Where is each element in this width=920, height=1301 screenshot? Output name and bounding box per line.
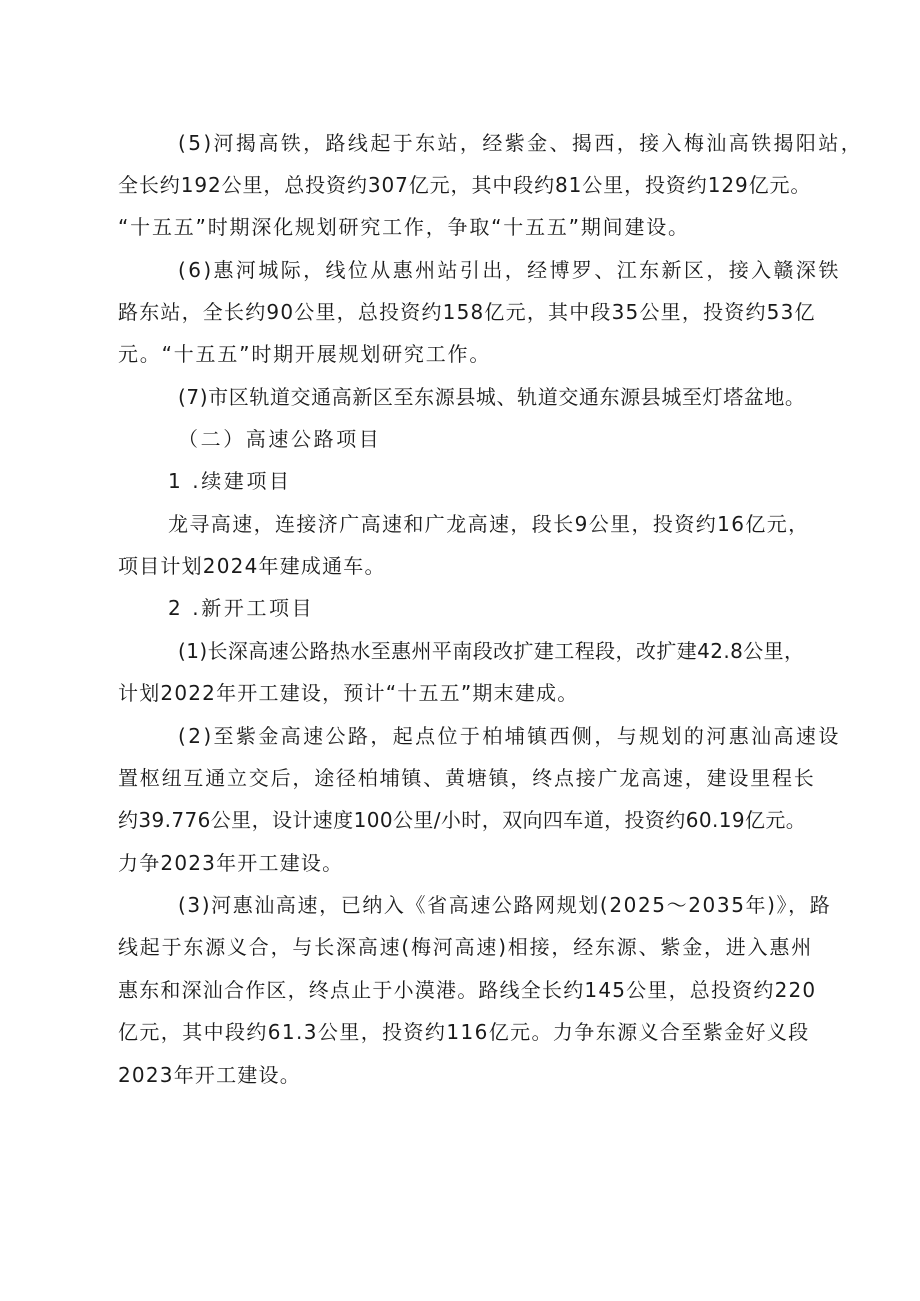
project-3-line-3: 惠东和深汕合作区，终点止于小漠港。路线全长约145公里，总投资约220 — [118, 978, 817, 1002]
paragraph-5-line-3: “十五五”时期深化规划研究工作，争取“十五五”期间建设。 — [118, 215, 690, 239]
paragraph-6-line-3: 元。“十五五”时期开展规划研究工作。 — [118, 342, 492, 366]
paragraph-7-line-1: (7)市区轨道交通高新区至东源县城、轨道交通东源县城至灯塔盆地。 — [178, 385, 806, 409]
project-1-line-1: (1)长深高速公路热水至惠州平南段改扩建工程段，改扩建42.8公里， — [178, 639, 805, 663]
section-heading-highways: （二）高速公路项目 — [178, 427, 382, 451]
project-2-line-1: (2)至紫金高速公路，起点位于柏埔镇西侧，与规划的河惠汕高速设 — [178, 724, 841, 748]
paragraph-5-line-1: (5)河揭高铁，路线起于东站，经紫金、揭西，接入梅汕高铁揭阳站， — [178, 131, 864, 155]
project-3-line-5: 2023年开工建设。 — [118, 1063, 301, 1087]
project-3-line-4: 亿元，其中段约61.3公里，投资约116亿元。力争东源义合至紫金好义段 — [118, 1020, 810, 1044]
project-3-line-1: (3)河惠汕高速，已纳入《省高速公路网规划(2025〜2035年)》，路 — [178, 893, 832, 917]
project-2-line-2: 置枢纽互通立交后，途径柏埔镇、黄塘镇，终点接广龙高速，建设里程长 — [118, 766, 816, 790]
project-3-line-2: 线起于东源义合，与长深高速(梅河高速)相接，经东源、紫金，进入惠州 — [118, 935, 814, 959]
project-2-line-3: 约39.776公里，设计速度100公里/小时，双向四车道，投资约60.19亿元。 — [118, 808, 807, 832]
project-1-line-2: 计划2022年开工建设，预计“十五五”期末建成。 — [118, 681, 579, 705]
longxun-line-1: 龙寻高速，连接济广高速和广龙高速，段长9公里，投资约16亿元， — [168, 512, 810, 536]
project-2-line-4: 力争2023年开工建设。 — [118, 851, 344, 875]
subheading-new-projects: 2 .新开工项目 — [168, 596, 315, 620]
paragraph-6-line-1: (6)惠河城际，线位从惠州站引出，经博罗、江东新区，接入赣深铁 — [178, 258, 841, 282]
longxun-line-2: 项目计划2024年建成通车。 — [118, 554, 386, 578]
subheading-continuing-projects: 1 .续建项目 — [168, 469, 292, 493]
paragraph-5-line-2: 全长约192公里，总投资约307亿元，其中段约81公里，投资约129亿元。 — [118, 173, 812, 197]
paragraph-6-line-2: 路东站，全长约90公里，总投资约158亿元，其中段35公里，投资约53亿 — [118, 300, 816, 324]
